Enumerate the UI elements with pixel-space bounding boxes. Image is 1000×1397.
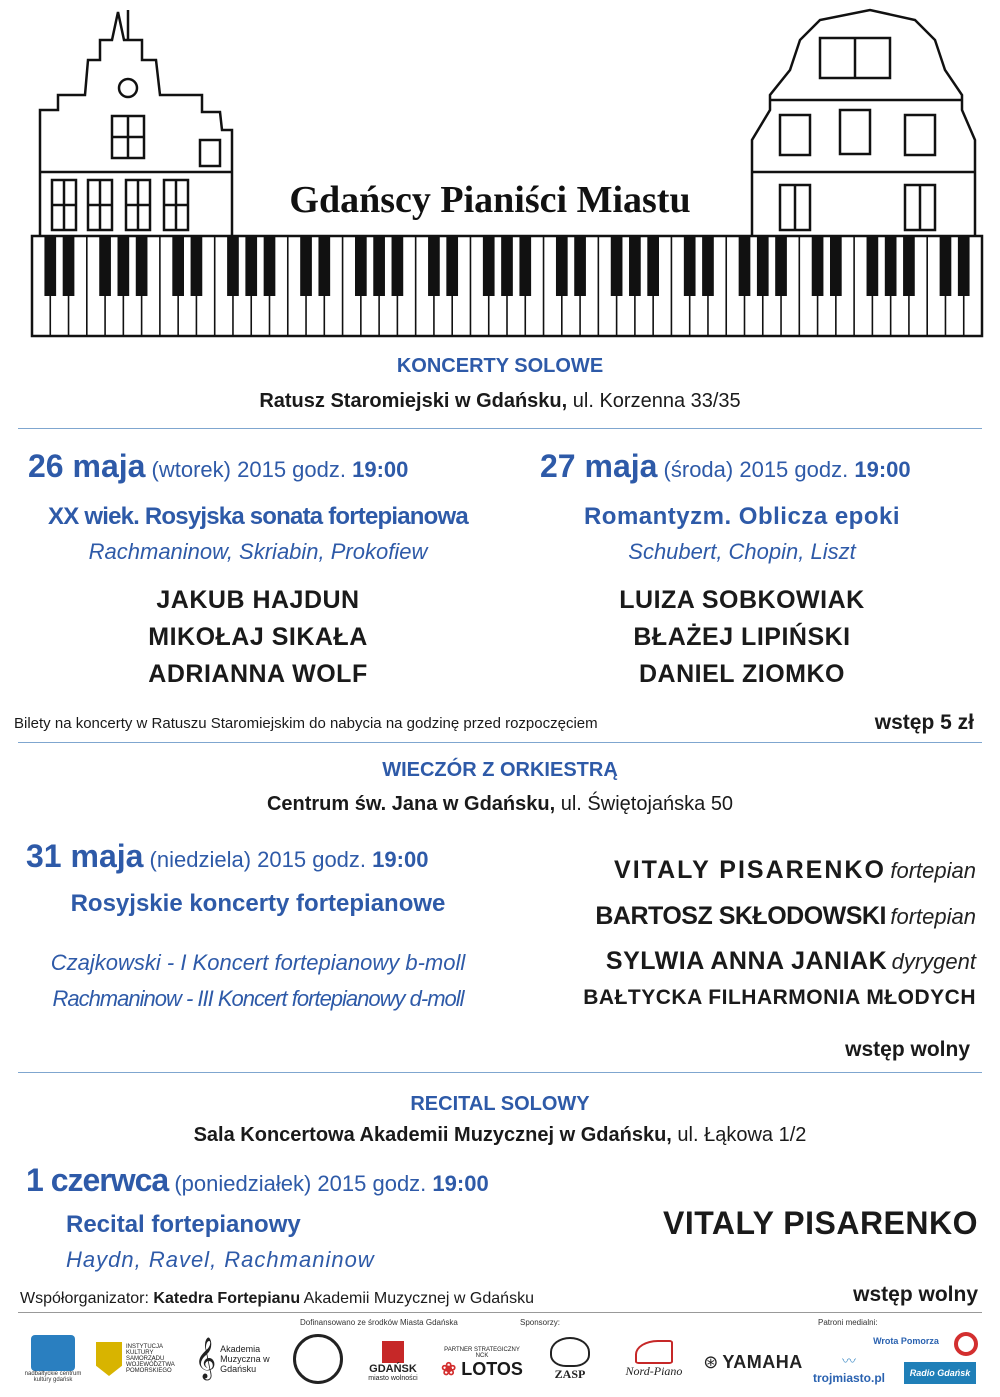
date-rest: (wtorek) 2015 godz. xyxy=(151,457,346,482)
poster-title: Gdańscy Pianiści Miastu xyxy=(289,179,691,221)
black-key xyxy=(355,236,367,296)
performer-role: fortepian xyxy=(890,858,976,883)
venue-recital xyxy=(0,1124,1000,1147)
sponsors-label: Sponsorzy: xyxy=(520,1318,561,1327)
orchestra-seal-icon xyxy=(293,1334,343,1384)
wave-icon: 〰 xyxy=(842,1353,856,1369)
venue-recital-name: Sala Koncertowa Akademii Muzycznej w Gdańsku, xyxy=(193,1124,672,1146)
date-rest: (środa) 2015 godz. xyxy=(663,457,849,482)
concert-date-31 xyxy=(26,838,428,875)
recital-artist: VITALY PISARENKO xyxy=(662,1205,978,1241)
black-key xyxy=(867,236,879,296)
coorganizer-line xyxy=(20,1290,534,1308)
section-title-orchestra: WIECZÓR Z ORKIESTRĄ xyxy=(382,759,618,781)
black-key xyxy=(629,236,641,296)
black-key xyxy=(227,236,239,296)
composers-27: Schubert, Chopin, Liszt xyxy=(628,539,856,564)
black-key xyxy=(446,236,458,296)
onet-circle-icon xyxy=(954,1332,978,1356)
program-title-recital: Recital fortepianowy xyxy=(66,1211,301,1238)
logo-radio-gdansk: Radio Gdańsk xyxy=(904,1362,976,1384)
coorganizer-rest: Akademii Muzycznej w Gdańsku xyxy=(303,1290,534,1307)
divider-2 xyxy=(18,742,982,743)
program-title-27: Romantyzm. Oblicza epoki xyxy=(583,503,901,530)
black-key xyxy=(611,236,623,296)
black-key xyxy=(318,236,330,296)
performer-role: fortepian xyxy=(890,904,976,929)
entry-fee-recital: wstęp wolny xyxy=(853,1283,978,1306)
black-key xyxy=(483,236,495,296)
date-big: 26 maja xyxy=(28,448,146,484)
date-rest: (niedziela) 2015 godz. xyxy=(149,847,367,872)
date-hour: 19:00 xyxy=(854,457,911,482)
black-key xyxy=(501,236,513,296)
artist-27-1: LUIZA SOBKOWIAK xyxy=(619,586,865,614)
black-key xyxy=(191,236,203,296)
concert-date-27 xyxy=(540,448,911,485)
venue-orchestra-address: ul. Świętojańska 50 xyxy=(560,793,734,815)
black-key xyxy=(574,236,586,296)
performer-name: BAŁTYCKA FILHARMONIA MŁODYCH xyxy=(583,986,976,1009)
work-2: Rachmaninow - III Koncert fortepianowy d-moll xyxy=(52,986,464,1011)
black-key xyxy=(428,236,440,296)
black-key xyxy=(958,236,970,296)
gdansk-crest-icon xyxy=(382,1341,404,1363)
venue-solo-name: Ratusz Staromiejski w Gdańsku, xyxy=(259,390,568,412)
black-key xyxy=(647,236,659,296)
grand-piano-icon xyxy=(635,1340,673,1364)
performer-name: SYLWIA ANNA JANIAK xyxy=(605,947,888,975)
performer-name: VITALY PISARENKO xyxy=(614,856,886,884)
funded-label: Dofinansowano ze środków Miasta Gdańska xyxy=(300,1318,458,1327)
performer-2 xyxy=(595,902,976,931)
date-rest: (poniedziałek) 2015 godz. xyxy=(174,1171,427,1196)
black-key xyxy=(172,236,184,296)
logo-nck: nadbałtyckie centrum kultury gdańsk xyxy=(18,1330,88,1388)
town-hall-piano-drawing xyxy=(0,0,1000,345)
media-label: Patroni medialni: xyxy=(818,1318,878,1327)
logo-wrota: Wrota Pomorza xyxy=(873,1336,939,1346)
black-key xyxy=(300,236,312,296)
tickets-note: Bilety na koncerty w Ratuszu Staromiejskim do nabycia na godzinę przed rozpoczęciem xyxy=(14,715,598,732)
logo-bfm xyxy=(288,1330,348,1388)
performer-name: BARTOSZ SKŁODOWSKI xyxy=(595,902,886,930)
program-title-26: XX wiek. Rosyjska sonata fortepianowa xyxy=(48,503,468,530)
composers-recital: Haydn, Ravel, Rachmaninow xyxy=(66,1247,375,1272)
date-hour: 19:00 xyxy=(432,1171,489,1196)
clef-icon: 𝄞 xyxy=(194,1338,217,1379)
venue-orchestra-name: Centrum św. Jana w Gdańsku, xyxy=(266,793,556,815)
black-key xyxy=(519,236,531,296)
divider-1 xyxy=(18,428,982,429)
black-key xyxy=(739,236,751,296)
artist-27-3: DANIEL ZIOMKO xyxy=(638,660,846,688)
coorganizer-name: Katedra Fortepianu xyxy=(153,1290,301,1307)
tuning-fork-emblem-icon: ⊛ xyxy=(703,1351,719,1372)
black-key xyxy=(903,236,915,296)
black-key xyxy=(940,236,952,296)
black-key xyxy=(885,236,897,296)
black-key xyxy=(118,236,130,296)
section-title-recital: RECITAL SOLOWY xyxy=(410,1093,590,1115)
logo-trojmiasto: 〰 trojmiasto.pl xyxy=(812,1353,885,1385)
logo-zasp: ZASP xyxy=(540,1330,600,1388)
black-key xyxy=(392,236,404,296)
date-big: 27 maja xyxy=(540,448,658,484)
black-key xyxy=(63,236,75,296)
composers-26: Rachmaninow, Skriabin, Prokofiew xyxy=(88,539,428,564)
griffin-crest-icon xyxy=(96,1342,122,1376)
venue-recital-address: ul. Łąkowa 1/2 xyxy=(677,1124,807,1146)
logo-gdansk: GDAŃSK miasto wolności xyxy=(360,1332,426,1390)
date-big: 31 maja xyxy=(26,838,144,874)
performer-role: dyrygent xyxy=(891,949,976,974)
performer-3 xyxy=(606,947,976,976)
black-key xyxy=(44,236,56,296)
black-key xyxy=(373,236,385,296)
date-hour: 19:00 xyxy=(352,457,409,482)
logo-nordpiano: Nord-Piano xyxy=(612,1330,696,1388)
logo-pomorze: INSTYTUCJA KULTURY SAMORZĄDU WOJEWÓDZTWA POMORSKIEGO xyxy=(94,1330,184,1388)
lotos-flower-icon: ❀ xyxy=(441,1358,457,1379)
black-key xyxy=(99,236,111,296)
date-hour: 19:00 xyxy=(372,847,429,872)
artist-27-2: BŁAŻEJ LIPIŃSKI xyxy=(633,623,851,651)
divider-4 xyxy=(18,1312,982,1313)
black-key xyxy=(684,236,696,296)
piano-keyboard xyxy=(32,236,982,336)
black-key xyxy=(775,236,787,296)
black-key xyxy=(264,236,276,296)
venue-solo xyxy=(0,390,1000,413)
performer-4 xyxy=(583,986,976,1010)
black-key xyxy=(812,236,824,296)
concert-date-1 xyxy=(26,1162,489,1199)
black-key xyxy=(702,236,714,296)
performer-1 xyxy=(614,856,976,885)
black-key xyxy=(245,236,257,296)
concert-date-26 xyxy=(28,448,408,485)
black-key xyxy=(556,236,568,296)
logo-opl xyxy=(948,1332,984,1356)
nck-emblem-icon xyxy=(31,1335,75,1371)
entry-fee-orchestra: wstęp wolny xyxy=(845,1038,970,1061)
section-title-solo: KONCERTY SOLOWE xyxy=(396,355,604,377)
program-title-31: Rosyjskie koncerty fortepianowe xyxy=(70,890,446,917)
work-1: Czajkowski - I Koncert fortepianowy b-moll xyxy=(50,950,466,975)
header-illustration xyxy=(0,0,1000,345)
logo-lotos: PARTNER STRATEGICZNY NCK ❀ LOTOS xyxy=(441,1346,523,1379)
logo-akademia: 𝄞 Akademia Muzyczna w Gdańsku xyxy=(194,1338,270,1379)
zasp-masks-icon xyxy=(550,1337,590,1367)
artist-26-1: JAKUB HAJDUN xyxy=(156,586,360,614)
artist-26-2: MIKOŁAJ SIKAŁA xyxy=(148,623,368,651)
logo-yamaha: ⊛ YAMAHA xyxy=(703,1351,803,1372)
date-big: 1 czerwca xyxy=(26,1162,169,1198)
coorganizer-prefix: Współorganizator: xyxy=(20,1290,149,1307)
venue-solo-address: ul. Korzenna 33/35 xyxy=(572,390,741,412)
black-key xyxy=(830,236,842,296)
venue-orchestra xyxy=(0,793,1000,816)
black-key xyxy=(136,236,148,296)
entry-fee-solo: wstęp 5 zł xyxy=(874,711,974,734)
black-key xyxy=(757,236,769,296)
artist-26-3: ADRIANNA WOLF xyxy=(148,660,368,688)
divider-3 xyxy=(18,1072,982,1073)
